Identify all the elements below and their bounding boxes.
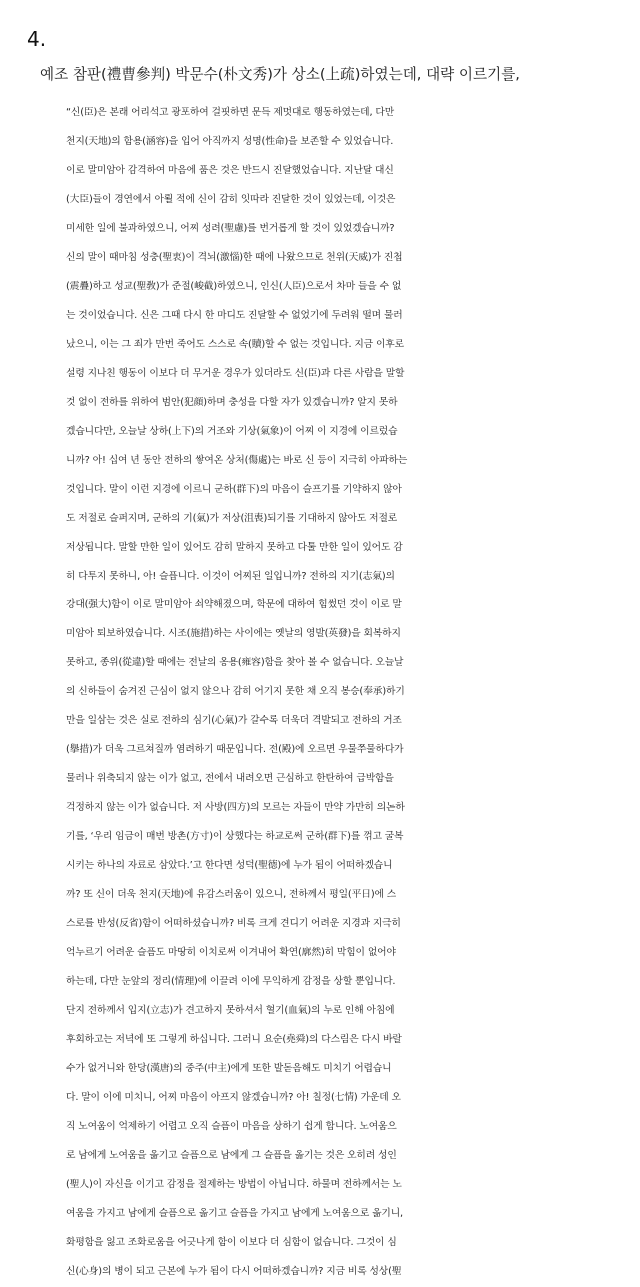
text-line: “신(臣)은 본래 어리석고 광포하여 걸핏하면 문득 제멋대로 행동하였는데, 다만	[66, 107, 395, 118]
text-line: 신의 말이 때마침 성충(聖衷)이 격뇌(激惱)한 때에 나왔으므로 천위(天威)가 진첩	[66, 251, 403, 263]
text-line: 로 남에게 노여움을 옮기고 슬픔으로 남에게 그 슬픔을 옮기는 것은 오히려 성인	[66, 1149, 397, 1161]
text-line: (擧措)가 더욱 그르쳐질까 염려하기 때문입니다. 전(殿)에 오르면 우물쭈물하다가	[66, 744, 404, 756]
text-line: (大臣)들이 경연에서 아뢸 적에 신이 감히 잇따라 진달한 것이 있었는데, 이것은	[66, 193, 396, 205]
text-line: 났으니, 이는 그 죄가 만번 죽어도 스스로 속(贖)할 수 없는 것입니다. 지금 이후로	[66, 338, 404, 350]
text-line: 것입니다. 말이 이런 지경에 이르니 군하(群下)의 마음이 슬프기를 기약하지 않아	[66, 483, 402, 495]
text-line: 것 없이 전하를 위하여 범안(犯顔)하며 충성을 다할 자가 있겠습니까? 알지 못하	[66, 396, 398, 408]
text-line: 는 것이었습니다. 신은 그때 다시 한 마디도 진달할 수 없었기에 두려워 떨며 물러	[66, 309, 403, 321]
text-line: 천지(天地)의 함용(涵容)을 입어 아직까지 성명(性命)을 보존할 수 있었습니다.	[66, 135, 394, 147]
text-line: 수가 없거니와 한당(漢唐)의 중주(中主)에게 또한 발돋음해도 미치기 어렵습니	[66, 1062, 392, 1074]
text-line: 만을 일삼는 것은 실로 전하의 심기(心氣)가 갈수록 더욱더 격발되고 전하의 거조	[66, 715, 402, 727]
text-line: 못하고, 종위(從違)할 때에는 전날의 옹용(雍容)함을 찾아 볼 수 없습니다. 오늘날	[66, 657, 404, 669]
text-line: 저상됩니다. 말할 만한 일이 있어도 감히 말하지 못하고 다툴 만한 일이 있어도 감	[66, 541, 403, 553]
text-line: 여움을 가지고 남에게 슬픔으로 옮기고 슬픔을 가지고 남에게 노여움으로 옮기니,	[66, 1207, 403, 1219]
text-line: 겠습니다만, 오늘날 상하(上下)의 거조와 기상(氣象)이 어찌 이 지경에 이르렀습	[66, 425, 398, 437]
text-line: (震疊)하고 성교(聖敎)가 준절(峻截)하였으니, 인신(人臣)으로서 차마 들을 수 없	[66, 280, 402, 292]
text-line: 미암아 퇴보하였습니다. 시조(施措)하는 사이에는 옛날의 영발(英發)을 회복하지	[66, 628, 401, 640]
memorial-text	[66, 99, 636, 1287]
text-line: 도 저절로 슬퍼지며, 군하의 기(氣)가 저상(沮喪)되기를 기대하지 않아도 저절로	[66, 512, 398, 524]
text-line: 직 노여움이 억제하기 어렵고 오직 슬픔이 마음을 상하기 쉽게 합니다. 노여움으	[66, 1120, 397, 1132]
text-line: 미세한 일에 불과하였으니, 어찌 성려(聖慮)를 번거롭게 할 것이 있었겠습니까?	[66, 222, 395, 234]
text-line: 스로를 반성(反省)함이 어떠하셨습니까? 비록 크게 견디기 어려운 지경과 지극히	[66, 918, 401, 930]
text-line: 걱정하지 않는 이가 없습니다. 저 사방(四方)의 모르는 자들이 만약 가만히 의논하	[66, 802, 405, 814]
text-line: 화평함을 잃고 조화로움을 어긋나게 함이 이보다 더 심함이 없습니다. 그것이 심	[66, 1236, 397, 1248]
text-line: 강대(强大)함이 이로 말미암아 쇠약해졌으며, 학문에 대하여 힘썼던 것이 이로 말	[66, 599, 402, 611]
text-line: 단지 전하께서 입지(立志)가 견고하지 못하셔서 혈기(血氣)의 누로 인해 아침에	[66, 1005, 395, 1017]
text-line: 하는데, 다만 눈앞의 정리(情理)에 이끌려 이에 무익하게 감정을 상할 뿐입니다.	[66, 976, 396, 988]
text-line: 기를, ‘우리 임금이 매번 방촌(方寸)이 상했다는 하교로써 군하(群下)를 꺾고 굴복	[66, 831, 404, 843]
text-line: 억누르기 어려운 슬픔도 마땅히 이치로써 이겨내어 확연(廓然)히 막힘이 없어야	[66, 947, 396, 959]
text-line: 의 신하들이 숨겨진 근심이 없지 않으나 감히 어기지 못한 채 오직 봉승(奉承)하기	[66, 686, 405, 698]
item-number: 4.	[27, 27, 47, 51]
text-line: 이로 말미암아 감격하여 마음에 품은 것은 반드시 진달했었습니다. 지난달 대신	[66, 164, 394, 176]
text-line: 히 다투지 못하니, 아! 슬픕니다. 이것이 어찌된 일입니까? 전하의 지기(志氣)의	[66, 570, 395, 582]
text-line: 까? 또 신이 더욱 천지(天地)에 유감스러움이 있으니, 전하께서 평일(平日)에 스	[66, 889, 397, 901]
text-line: 후회하고는 저녁에 또 그렇게 하십니다. 그러니 요순(堯舜)의 다스림은 다시 바랄	[66, 1034, 402, 1045]
text-line: 신(心身)의 병이 되고 근본에 누가 됨이 다시 어떠하겠습니까? 지금 비록 성상(聖	[66, 1265, 402, 1277]
text-line: 시키는 하나의 자료로 삼았다.’고 한다면 성덕(聖德)에 누가 됨이 어떠하겠습니	[66, 860, 393, 872]
text-line: 설령 지나친 행동이 이보다 더 무거운 경우가 있더라도 신(臣)과 다른 사람을 말할	[66, 367, 405, 379]
text-line: 니까? 아! 십여 년 동안 전하의 쌓여온 상처(傷處)는 바로 신 등이 지극히 아파하는	[66, 454, 408, 466]
text-line: 물러나 위축되지 않는 이가 없고, 전에서 내려오면 근심하고 한탄하여 급박함을	[66, 773, 394, 785]
text-line: (聖人)이 자신을 이기고 감정을 절제하는 방법이 아닙니다. 하물며 전하께서는 노	[66, 1178, 402, 1190]
text-line: 다. 말이 이에 미치니, 어찌 마음이 아프지 않겠습니까? 아! 칠정(七情) 가운데 오	[66, 1091, 401, 1103]
intro-line: 예조 참판(禮曹參判) 박문수(朴文秀)가 상소(上疏)하였는데, 대략 이르기를,	[40, 66, 520, 83]
